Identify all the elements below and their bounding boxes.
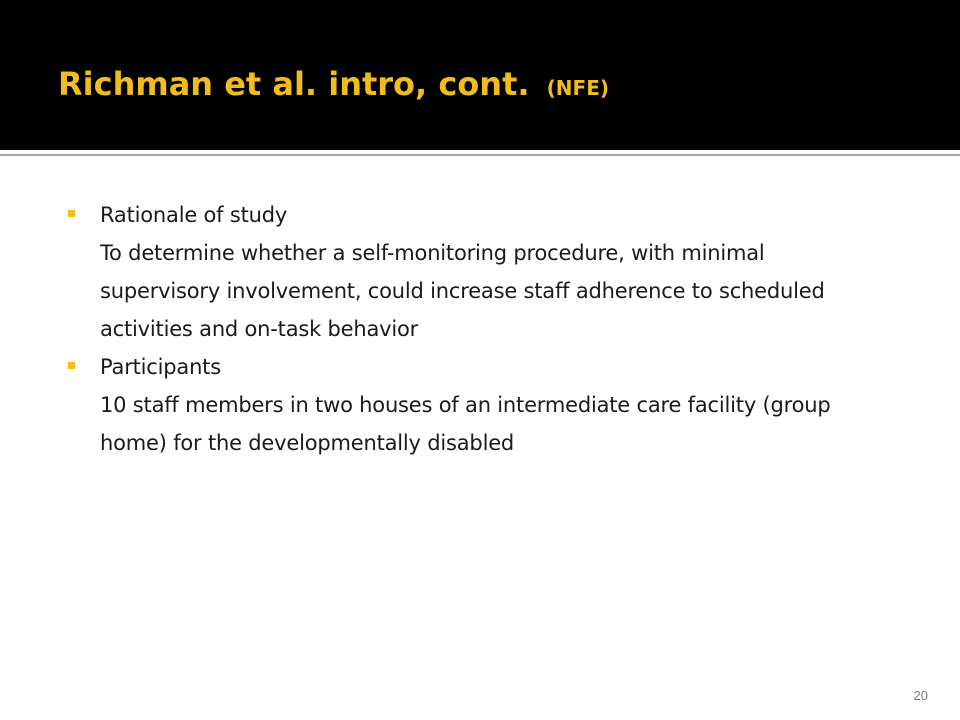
slide-number: 20 bbox=[913, 688, 928, 703]
square-bullet-icon bbox=[68, 362, 75, 369]
bullet-rationale bbox=[0, 196, 960, 348]
bullet-body: To determine whether a self-monitoring procedure, with minimal supervisory involvement, could increase staff adherence to scheduled activities and on-task behavior bbox=[100, 241, 825, 341]
square-bullet-icon bbox=[68, 210, 75, 217]
slide-title-main: Richman et al. intro, cont. bbox=[58, 65, 530, 103]
slide-content bbox=[0, 196, 960, 462]
slide-title-suffix: (NFE) bbox=[546, 76, 609, 100]
bullet-heading: Rationale of study bbox=[100, 203, 288, 227]
bullet-participants bbox=[0, 348, 960, 462]
bullet-body: 10 staff members in two houses of an intermediate care facility (group home) for the developmentally disabled bbox=[100, 393, 831, 455]
title-divider bbox=[0, 150, 960, 156]
bullet-heading: Participants bbox=[100, 355, 221, 379]
slide-title bbox=[58, 60, 609, 112]
title-bar bbox=[0, 0, 960, 150]
